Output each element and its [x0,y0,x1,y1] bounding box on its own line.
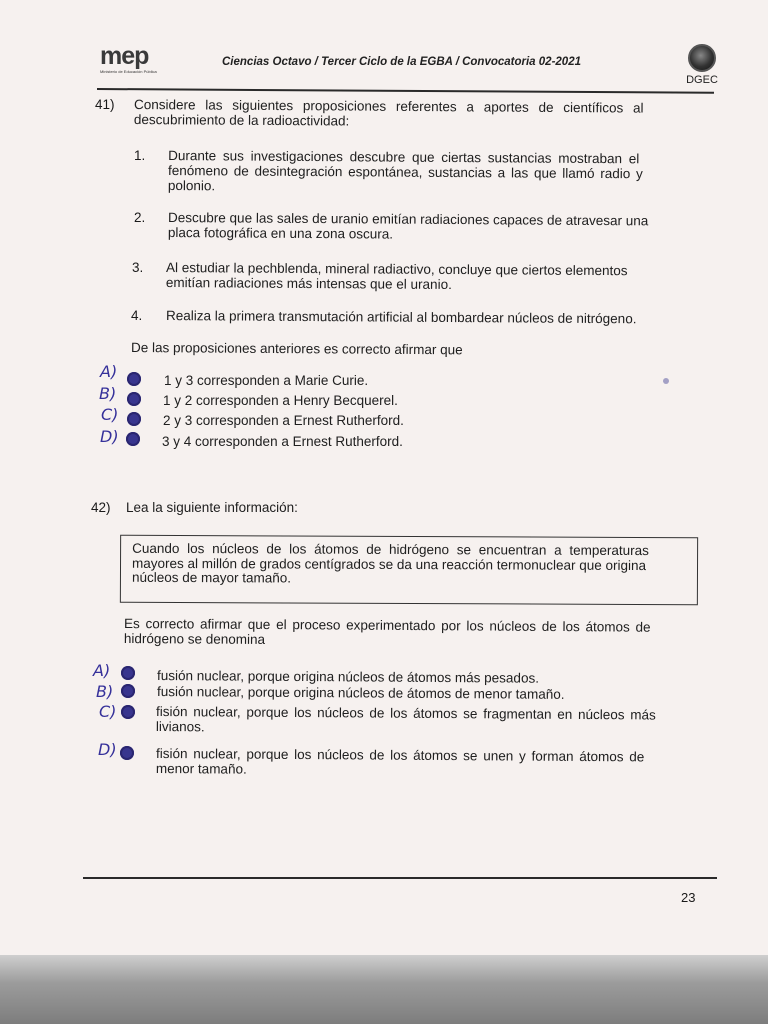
info-box-text [132,542,692,588]
answer-bubble[interactable] [120,746,134,760]
answer-bubble[interactable] [121,666,135,680]
answer-bubble[interactable] [121,684,135,698]
handwritten-mark: D) [98,740,117,759]
handwritten-mark: B) [96,682,114,701]
proposition-line: Realiza la primera transmutación artificial al bombardear núcleos de nitrógeno. [165,308,637,327]
handwritten-mark: A) [93,661,111,680]
proposition-line: Durante sus investigaciones descubre que ciertas sustancias mostraban el [168,148,640,167]
proposition-line: Al estudiar la pechblenda, mineral radiactivo, concluye que ciertos elementos [166,260,628,279]
option-41-d: 3 y 4 corresponden a Ernest Rutherford. [162,434,403,449]
proposition-3 [166,260,711,294]
answer-bubble[interactable] [127,392,141,406]
mep-logo [100,44,160,82]
handwritten-mark: D) [100,427,119,446]
question-42-stem: Lea la siguiente información: [126,500,298,515]
answer-bubble[interactable] [127,372,141,386]
prompt-line: Es correcto afirmar que el proceso experimentado por los núcleos de los átomos de [124,616,651,635]
proposition-4 [166,308,711,327]
option-41-c: 2 y 3 corresponden a Ernest Rutherford. [163,413,404,428]
proposition-1 [168,148,713,197]
answer-bubble[interactable] [121,705,135,719]
header-divider [97,88,714,94]
info-line: núcleos de mayor tamaño. [131,569,292,586]
option-line: menor tamaño. [155,761,247,777]
option-line: fisión nuclear, porque los núcleos de los átomos se fragmentan en núcleos más [156,704,656,723]
proposition-number: 1. [134,148,146,163]
background-surface [0,955,768,1024]
answer-bubble[interactable] [127,412,141,426]
proposition-line: Descubre que las sales de uranio emitían radiaciones capaces de atravesar una [168,210,649,229]
prompt-line: hidrógeno se denomina [123,631,266,647]
option-line: fisión nuclear, porque los núcleos de los átomos se unen y forman átomos de [156,746,645,765]
question-41-number: 41) [95,97,115,112]
option-41-b: 1 y 2 corresponden a Henry Becquerel. [163,393,398,408]
proposition-number: 3. [132,260,144,275]
handwritten-mark: C) [99,702,117,721]
proposition-line: emitían radiaciones más intensas que el uranio. [165,275,452,292]
question-42-prompt [124,616,704,650]
page-number: 23 [681,890,696,905]
seal-icon [688,44,716,72]
logo-word: mep [100,42,149,70]
option-41-a: 1 y 3 corresponden a Marie Curie. [164,373,369,388]
info-line: Cuando los núcleos de los átomos de hidrógeno se encuentran a temperaturas [132,540,649,559]
proposition-number: 4. [131,308,143,323]
question-41-stem [134,97,714,131]
proposition-number: 2. [134,210,146,225]
seal-text: DGEC [686,74,718,86]
logo-subtitle: Ministerio de Educación Pública [100,69,157,74]
proposition-2 [168,210,713,244]
info-box [120,535,698,606]
option-line: livianos. [155,719,205,735]
stray-mark [663,378,669,384]
handwritten-mark: C) [101,405,119,424]
dgec-seal [672,44,732,90]
proposition-line: placa fotográfica en una zona oscura. [167,225,394,242]
option-42-d [156,746,704,780]
footer-divider [83,877,717,879]
proposition-line: polonio. [167,177,216,194]
option-42-b: fusión nuclear, porque origina núcleos de átomos de menor tamaño. [156,684,565,702]
handwritten-mark: B) [99,384,117,403]
question-41-prompt: De las proposiciones anteriores es correcto afirmar que [130,340,463,358]
option-42-a: fusión nuclear, porque origina núcleos de átomos más pesados. [156,668,540,686]
option-42-c [156,704,704,738]
answer-bubble[interactable] [126,432,140,446]
info-line: mayores al millón de grados centígrados se da una reacción termonuclear que origina [131,555,647,573]
question-42-number: 42) [91,500,111,515]
proposition-line: fenómeno de desintegración espontánea, sustancias a las que llamó radio y [167,163,643,182]
stem-line: Considere las siguientes proposiciones referentes a aportes de científicos al [134,97,644,116]
page-header-title: Ciencias Octavo / Tercer Ciclo de la EGBA / Convocatoria 02-2021 [222,56,581,68]
stem-line: descubrimiento de la radioactividad: [133,112,350,129]
handwritten-mark: A) [100,362,118,381]
